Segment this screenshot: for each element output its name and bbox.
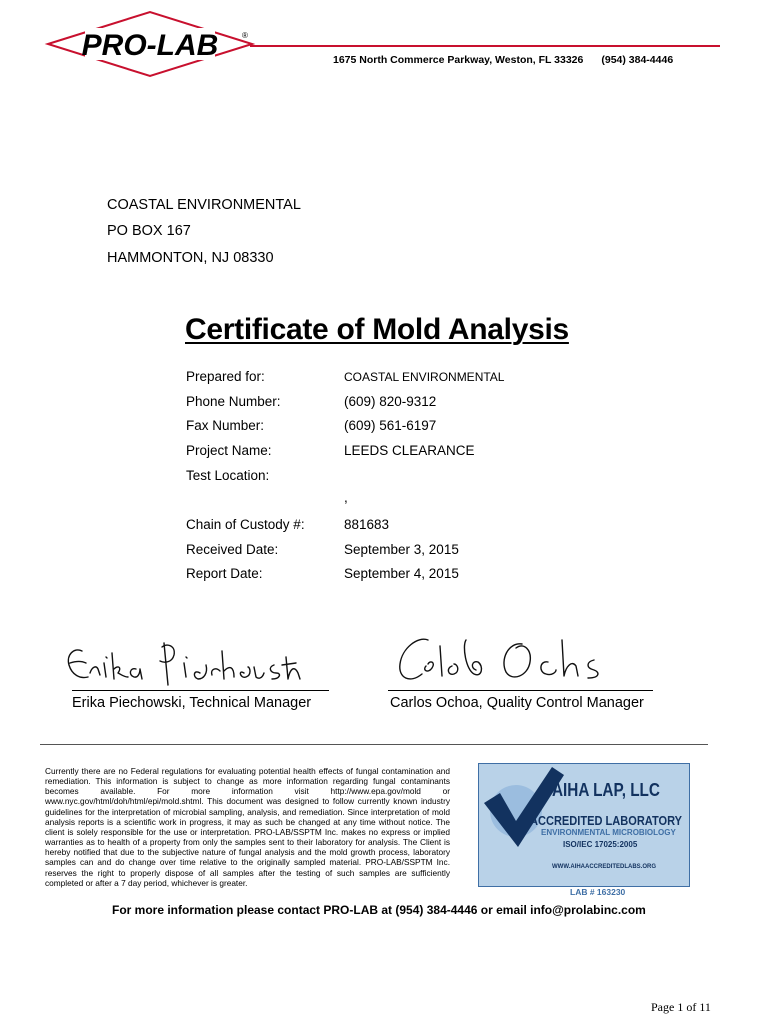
prepared-for-value: COASTAL ENVIRONMENTAL xyxy=(344,370,505,384)
received-date-value: September 3, 2015 xyxy=(344,542,459,557)
chain-of-custody-label: Chain of Custody #: xyxy=(186,517,305,532)
phone-label: Phone Number: xyxy=(186,394,281,409)
addressee-pobox: PO BOX 167 xyxy=(107,223,191,239)
technical-manager-signature-line xyxy=(72,690,329,691)
quality-control-manager-name: Carlos Ochoa, Quality Control Manager xyxy=(390,695,644,711)
chain-of-custody-value: 881683 xyxy=(344,517,390,532)
badge-accredited: ACCREDITED LABORATORY xyxy=(530,813,683,828)
logo-text: PRO-LAB xyxy=(81,29,219,62)
fax-value: (609) 561-6197 xyxy=(344,418,437,433)
technical-manager-signature xyxy=(60,633,320,691)
report-date-value: September 4, 2015 xyxy=(344,566,459,581)
report-date-label: Report Date: xyxy=(186,566,263,581)
pro-lab-logo xyxy=(40,8,260,80)
section-divider xyxy=(40,744,708,745)
technical-manager-name: Erika Piechowski, Technical Manager xyxy=(72,695,312,711)
test-location-value: , xyxy=(344,490,348,505)
badge-field: ENVIRONMENTAL MICROBIOLOGY xyxy=(541,828,676,837)
test-location-label: Test Location: xyxy=(186,468,270,483)
badge-standard: ISO/IEC 17025:2005 xyxy=(563,840,638,849)
header-rule xyxy=(250,45,720,47)
disclaimer-text: Currently there are no Federal regulations for evaluating potential health effects of fungal contamination and remediation. This information is subject to change as more information regarding fungal contaminants becomes available. For more information visit http://www.epa.gov/mold or www.nyc.gov/html/doh/html/epi/mold.shtml. This document was designed to follow currently known industry guidelines for the interpretation of microbial sampling, analysis, and remediation. Since interpretation of mold analysis reports is a scientific work in progress, it may as such be changed at any time without notice. The client is solely responsible for the use or interpretation. PRO-LAB/SSPTM Inc. makes no express or implied warranties as to health of a property from only the samples sent to their laboratory for analysis. The Client is hereby notified that due to the subjective nature of fungal analysis and the mold growth process, laboratory samples can and do change over time relative to the originally sampled material. PRO-LAB/SSPTM Inc. reserves the right to properly dispose of all samples after the testing of such samples are sufficiently completed or after a 7 day period, whichever is greater. xyxy=(45,766,450,888)
phone-value: (609) 820-9312 xyxy=(344,394,437,409)
project-name-value: LEEDS CLEARANCE xyxy=(344,443,475,458)
header-address xyxy=(333,54,673,66)
quality-control-manager-signature xyxy=(388,630,618,690)
badge-url: WWW.AIHAACCREDITEDLABS.ORG xyxy=(552,864,656,870)
addressee-city: HAMMONTON, NJ 08330 xyxy=(107,250,274,266)
badge-title: AIHA LAP, LLC xyxy=(552,780,660,800)
project-name-label: Project Name: xyxy=(186,443,272,458)
quality-control-manager-signature-line xyxy=(388,690,653,691)
certificate-title: Certificate of Mold Analysis xyxy=(185,313,569,346)
contact-info: For more information please contact PRO-LAB at (954) 384-4446 or email info@prolabinc.com xyxy=(112,903,646,917)
svg-text:®: ® xyxy=(242,31,248,40)
badge-lab-number: LAB # 163230 xyxy=(570,887,626,897)
page-number: Page 1 of 11 xyxy=(651,1000,711,1014)
addressee-name: COASTAL ENVIRONMENTAL xyxy=(107,197,301,213)
received-date-label: Received Date: xyxy=(186,542,279,557)
prepared-for-label: Prepared for: xyxy=(186,369,265,384)
fax-label: Fax Number: xyxy=(186,418,265,433)
header-phone: (954) 384-4446 xyxy=(601,54,674,66)
header-street: 1675 North Commerce Parkway, Weston, FL 33326 xyxy=(333,54,584,66)
